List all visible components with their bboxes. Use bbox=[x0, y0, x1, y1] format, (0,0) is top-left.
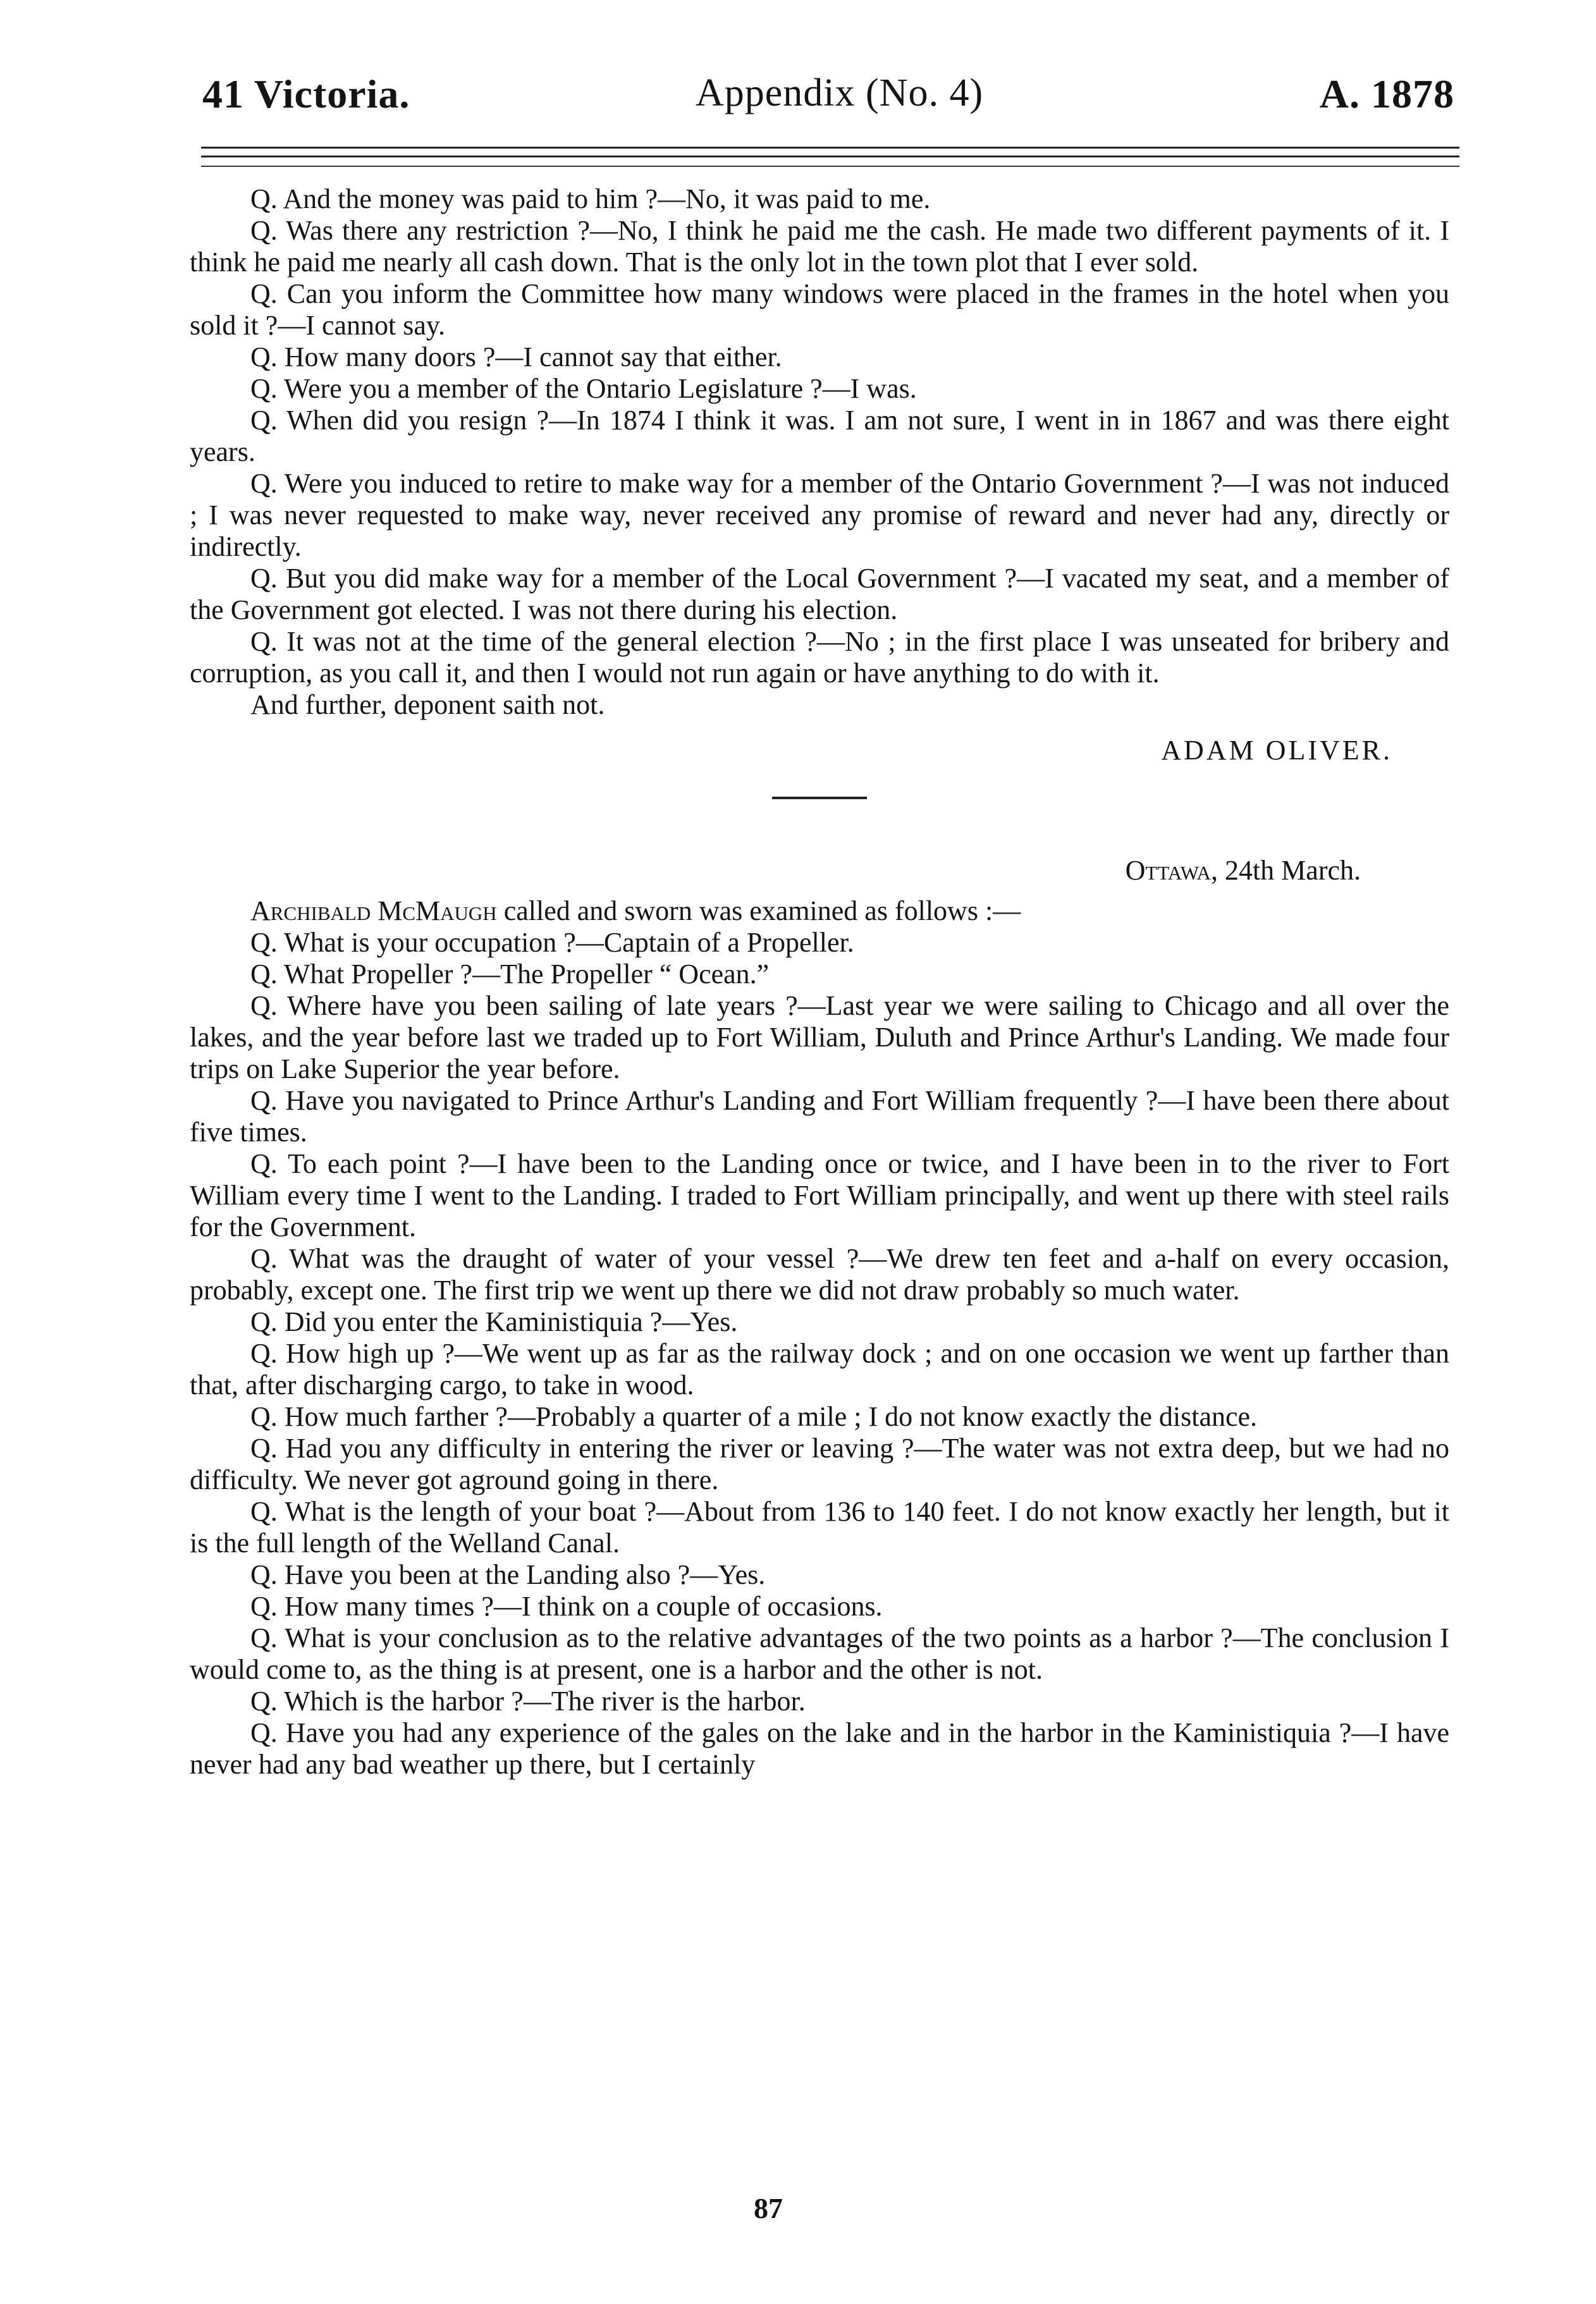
testimony-paragraph: Q. What was the draught of water of your vessel ?—We drew ten feet and a-half on every occasion, probably, except one. The first trip we went up there we did not draw probably so much water. bbox=[190, 1243, 1449, 1306]
deponent-signature: ADAM OLIVER. bbox=[1161, 735, 1392, 766]
header-rule-thin bbox=[201, 166, 1459, 167]
testimony-paragraph: Q. Have you had any experience of the gales on the lake and in the harbor in the Kaministiquia ?—I have never had any bad weather up there, but I certainly bbox=[190, 1717, 1449, 1780]
testimony-paragraph: Q. Have you been at the Landing also ?—Yes. bbox=[250, 1559, 766, 1590]
date-text: , 24th March. bbox=[1210, 855, 1361, 886]
testimony-paragraph: Q. Where have you been sailing of late years ?—Last year we were sailing to Chicago and all over the lakes, and the year before last we traded up to Fort William, Duluth and Prince Arthur's Landing. We made four trips on Lake Superior the year before. bbox=[190, 990, 1449, 1084]
testimony-paragraph: Q. How much farther ?—Probably a quarter of a mile ; I do not know exactly the distance. bbox=[250, 1401, 1258, 1432]
header-appendix: Appendix (No. 4) bbox=[696, 71, 984, 114]
testimony-paragraph: Q. What is your occupation ?—Captain of a Propeller. bbox=[250, 927, 854, 958]
header-session: 41 Victoria. bbox=[202, 71, 410, 116]
witness-intro-line bbox=[190, 895, 1449, 927]
testimony-paragraph: Q. And the money was paid to him ?—No, it was paid to me. bbox=[250, 183, 931, 214]
page-number: 87 bbox=[754, 2192, 783, 2224]
testimony-paragraph: Q. How many times ?—I think on a couple of occasions. bbox=[250, 1591, 883, 1622]
testimony-paragraph: Q. To each point ?—I have been to the Landing once or twice, and I have been in to the river to Fort William every time I went to the Landing. I traded to Fort William principally, and went up there with steel rails for the Government. bbox=[190, 1148, 1449, 1242]
witness-intro-text: called and sworn was examined as follows :— bbox=[496, 895, 1021, 926]
testimony-paragraph: Q. Was there any restriction ?—No, I think he paid me the cash. He made two different payments of it. I think he paid me nearly all cash down. That is the only lot in the town plot that I ever sold. bbox=[190, 215, 1449, 278]
header-rule-thick bbox=[201, 147, 1459, 149]
section-divider bbox=[772, 797, 867, 799]
testimony-paragraph: Q. Can you inform the Committee how many windows were placed in the frames in the hotel when you sold it ?—I cannot say. bbox=[190, 278, 1449, 341]
testimony-paragraph: Q. Which is the harbor ?—The river is the harbor. bbox=[250, 1686, 806, 1717]
testimony-paragraph: Q. It was not at the time of the general election ?—No ; in the first place I was unseated for bribery and corruption, as you call it, and then I would not run again or have anything to do with it. bbox=[190, 626, 1449, 689]
header-year: A. 1878 bbox=[1319, 71, 1454, 116]
body-text bbox=[190, 183, 1449, 1780]
witness-name: Archibald McMaugh bbox=[250, 895, 497, 926]
testimony-paragraph: Q. Did you enter the Kaministiquia ?—Yes. bbox=[250, 1306, 738, 1337]
closing-line: And further, deponent saith not. bbox=[250, 689, 605, 720]
testimony-paragraph: Q. Had you any difficulty in entering the river or leaving ?—The water was not extra deep, but we had no difficulty. We never got aground going in there. bbox=[190, 1433, 1449, 1495]
page-header bbox=[202, 71, 1454, 140]
header-rule-middle bbox=[201, 156, 1459, 157]
testimony-paragraph: Q. What Propeller ?—The Propeller “ Ocean.” bbox=[250, 959, 770, 990]
testimony-paragraph: Q. What is the length of your boat ?—About from 136 to 140 feet. I do not know exactly her length, but it is the full length of the Welland Canal. bbox=[190, 1496, 1449, 1559]
testimony-paragraph: Q. How many doors ?—I cannot say that either. bbox=[250, 341, 782, 372]
testimony-paragraph: Q. How high up ?—We went up as far as the railway dock ; and on one occasion we went up farther than that, after discharging cargo, to take in wood. bbox=[190, 1338, 1449, 1400]
testimony-paragraph: Q. What is your conclusion as to the relative advantages of the two points as a harbor ?—The conclusion I would come to, as the thing is at present, one is a harbor and the other is not. bbox=[190, 1622, 1449, 1685]
testimony-paragraph: Q. When did you resign ?—In 1874 I think it was. I am not sure, I went in in 1867 and was there eight years. bbox=[190, 405, 1449, 467]
testimony-paragraph: Q. But you did make way for a member of the Local Government ?—I vacated my seat, and a member of the Government got elected. I was not there during his election. bbox=[190, 563, 1449, 625]
place-date-line bbox=[190, 855, 1361, 886]
testimony-paragraph: Q. Were you induced to retire to make way for a member of the Ontario Government ?—I was not induced ; I was never requested to make way, never received any promise of reward and never had any, directly or indirectly. bbox=[190, 468, 1449, 562]
testimony-paragraph: Q. Have you navigated to Prince Arthur's Landing and Fort William frequently ?—I have been there about five times. bbox=[190, 1085, 1449, 1148]
testimony-paragraph: Q. Were you a member of the Ontario Legislature ?—I was. bbox=[250, 373, 917, 404]
place-name: Ottawa bbox=[1125, 855, 1211, 886]
